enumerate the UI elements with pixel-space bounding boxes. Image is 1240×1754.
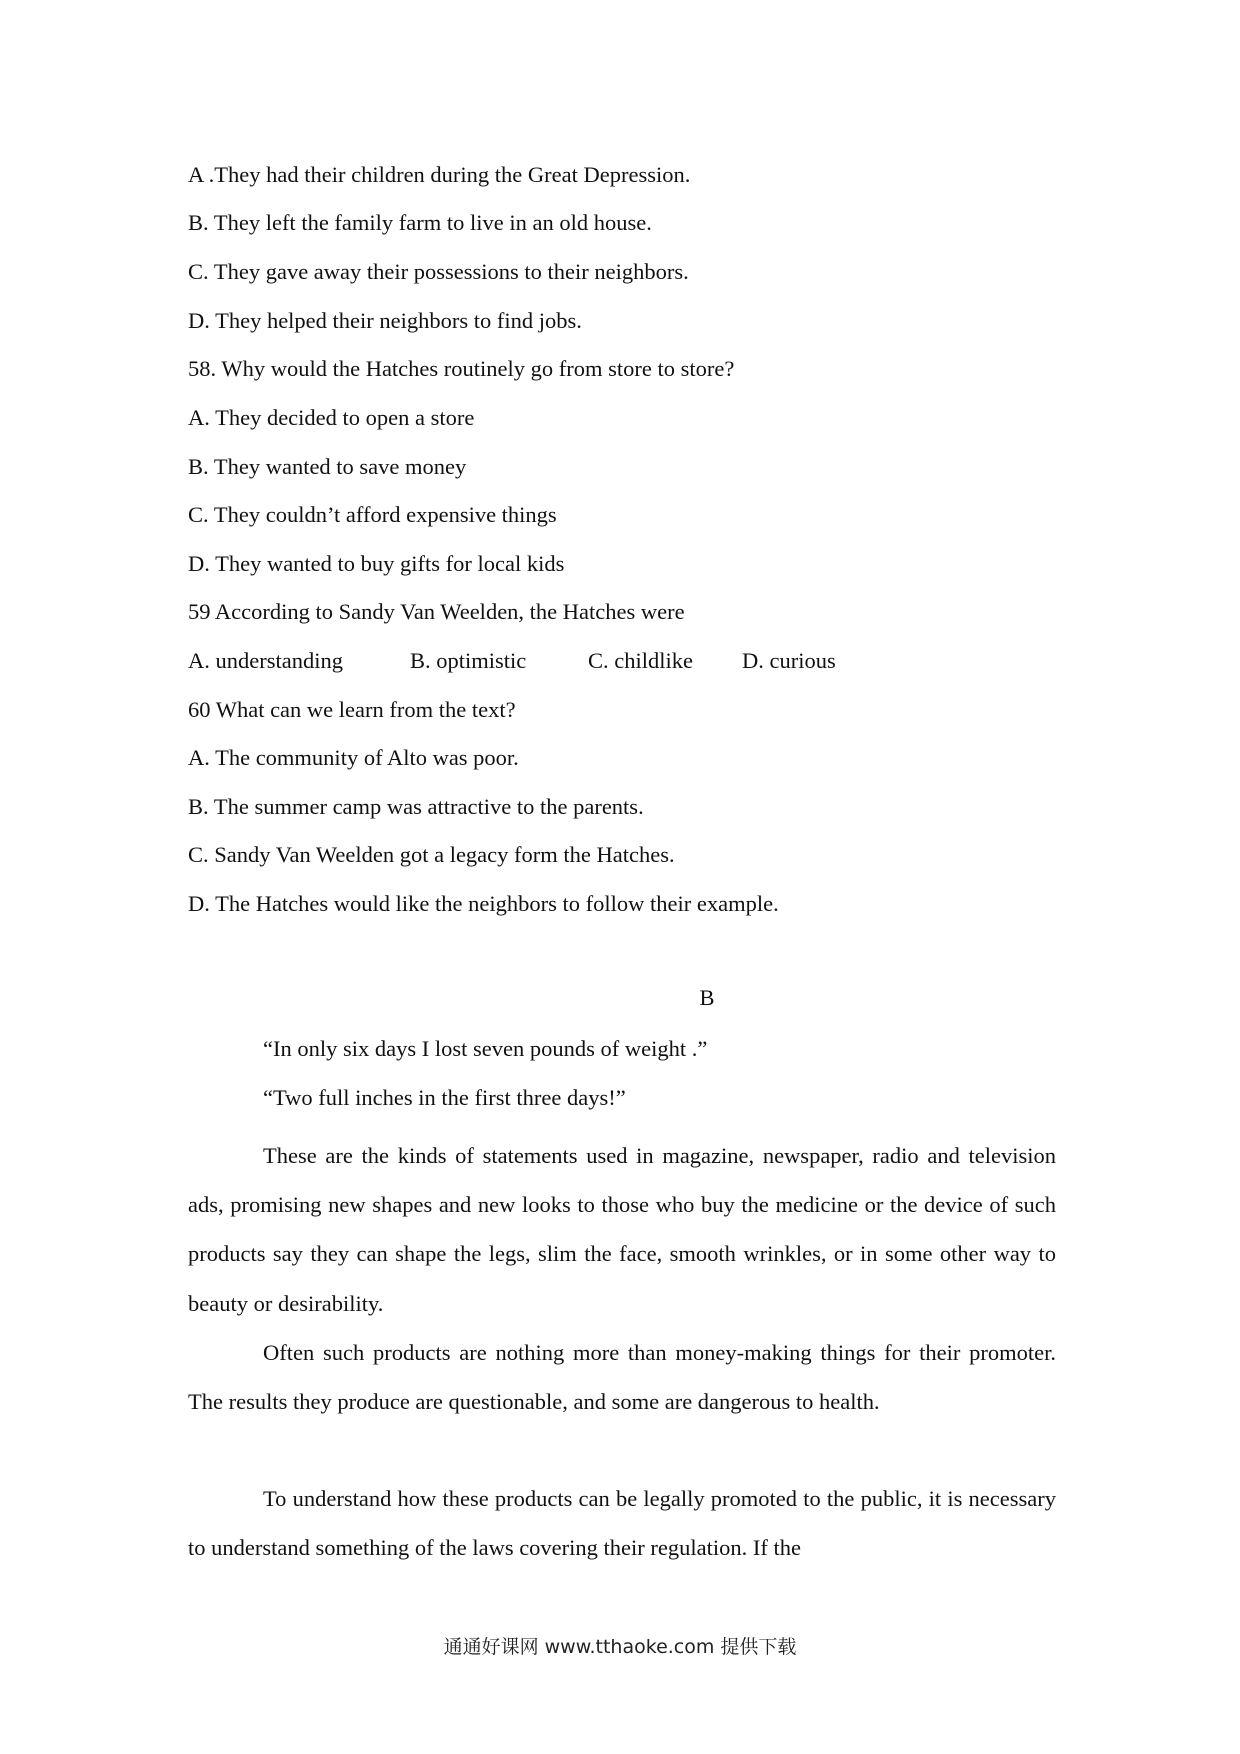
paragraph-3: To understand how these products can be legally promoted to the public, it is necessary to understand something of the laws covering their regulation. If the <box>188 1486 1056 1561</box>
q58-stem: 58. Why would the Hatches routinely go from store to store? <box>188 356 735 381</box>
passage-heading: B <box>699 985 715 1010</box>
q57-option-c: C. They gave away their possessions to their neighbors. <box>188 259 689 284</box>
q59-option-c: C. childlike <box>588 648 693 673</box>
q57-option-d: D. They helped their neighbors to find jobs. <box>188 308 582 333</box>
footer-text: 通通好课网 www.tthaoke.com 提供下载 <box>443 1636 797 1658</box>
q60-option-a: A. The community of Alto was poor. <box>188 745 519 770</box>
q59-option-b: B. optimistic <box>410 648 527 673</box>
q59-option-a: A. understanding <box>188 648 343 673</box>
q58-option-b: B. They wanted to save money <box>188 454 467 479</box>
q60-stem: 60 What can we learn from the text? <box>188 697 516 722</box>
q57-option-a: A .They had their children during the Great Depression. <box>188 162 691 187</box>
q58-option-c: C. They couldn’t afford expensive things <box>188 502 557 527</box>
q60-option-d: D. The Hatches would like the neighbors to follow their example. <box>188 891 779 916</box>
q59-options <box>188 646 836 676</box>
quote-2: “Two full inches in the first three days!” <box>263 1085 626 1110</box>
q60-option-c: C. Sandy Van Weelden got a legacy form the Hatches. <box>188 842 675 867</box>
quote-1: “In only six days I lost seven pounds of weight .” <box>263 1036 708 1061</box>
paragraph-2: Often such products are nothing more than money-making things for their promoter. The results they produce are questionable, and some are dangerous to health. <box>188 1340 1056 1415</box>
q59-stem: 59 According to Sandy Van Weelden, the Hatches were <box>188 599 685 624</box>
q60-option-b: B. The summer camp was attractive to the parents. <box>188 794 644 819</box>
paragraph-1: These are the kinds of statements used in magazine, newspaper, radio and television ads, promising new shapes and new looks to those who buy the medicine or the device of such products say they can shape the legs, slim the face, smooth wrinkles, or in some other way to beauty or desirability. <box>188 1143 1056 1316</box>
q58-option-a: A. They decided to open a store <box>188 405 475 430</box>
q57-option-b: B. They left the family farm to live in an old house. <box>188 210 652 235</box>
q59-option-d: D. curious <box>742 648 836 673</box>
q58-option-d: D. They wanted to buy gifts for local kids <box>188 551 565 576</box>
